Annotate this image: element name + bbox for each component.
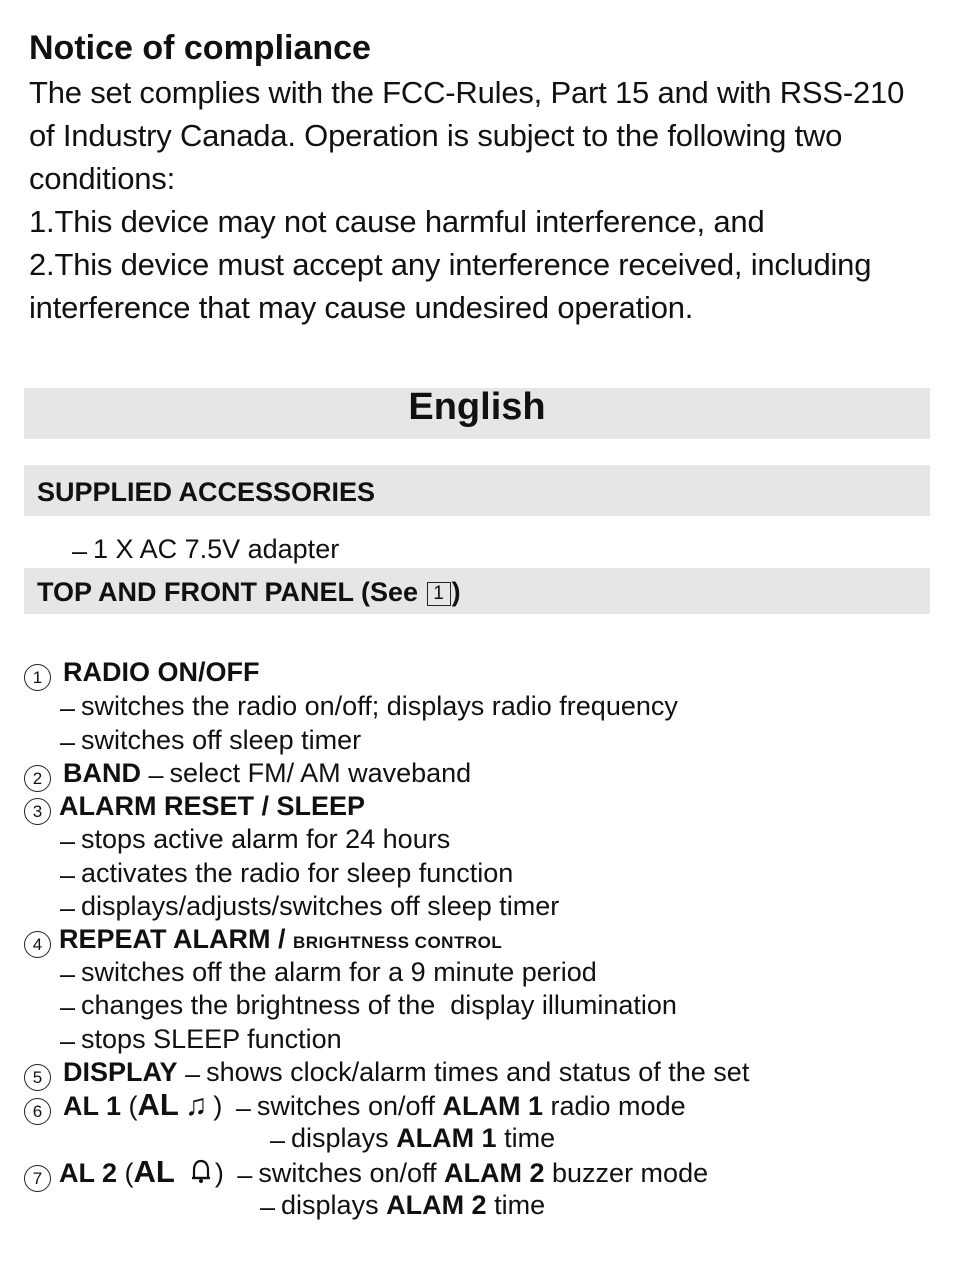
item-4-desc-3 (60, 1022, 342, 1056)
item-desc: switches on/off (258, 1158, 445, 1188)
item-desc: stops SLEEP function (81, 1024, 342, 1054)
item-4-desc-1 (60, 955, 597, 989)
item-2-title (24, 756, 471, 792)
dash: – (60, 727, 76, 757)
item-3-title (24, 789, 365, 825)
item-6-desc-2 (270, 1121, 555, 1155)
item-name: RADIO ON/OFF (63, 657, 260, 687)
notice-line: of Industry Canada. Operation is subject to the following two (29, 118, 843, 153)
item-desc-bold: ALAM 1 (442, 1091, 544, 1121)
dash: – (60, 826, 76, 856)
accessory-item (72, 532, 339, 566)
item-5-title (24, 1055, 749, 1091)
dash: – (60, 959, 76, 989)
item-name-small: BRIGHTNESS CONTROL (293, 933, 503, 952)
accessories-heading-band (24, 465, 930, 516)
item-6-title (24, 1088, 686, 1125)
item-1-desc-2 (60, 723, 361, 757)
paren-open: ( (121, 1091, 138, 1121)
language-title: English (408, 386, 546, 428)
dash: – (237, 1160, 253, 1190)
item-3-desc-1 (60, 822, 450, 856)
item-name: ALARM RESET / SLEEP (59, 791, 366, 821)
bell-icon (189, 1156, 213, 1190)
al-label: AL (137, 1087, 179, 1122)
item-desc: displays/adjusts/switches off sleep timer (81, 891, 560, 921)
music-note-icon: ♫ (184, 1089, 208, 1122)
accessories-heading: SUPPLIED ACCESSORIES (37, 477, 376, 507)
item-1-desc-1 (60, 689, 678, 723)
dash: – (60, 860, 76, 890)
item-desc: time (486, 1190, 546, 1220)
panel-heading-suffix: ) (451, 577, 461, 607)
item-number: 3 (24, 798, 51, 825)
notice-line: The set complies with the FCC-Rules, Part 15 and with RSS-210 (29, 75, 905, 110)
notice-line: conditions: (29, 161, 176, 196)
item-number: 5 (24, 1064, 51, 1091)
item-desc-bold: ALAM 1 (396, 1123, 497, 1153)
item-number: 7 (24, 1165, 51, 1192)
dash: – (260, 1192, 276, 1222)
item-1-title (24, 655, 260, 691)
item-number: 6 (24, 1098, 51, 1125)
item-desc-bold: ALAM 2 (386, 1190, 487, 1220)
dash: – (60, 893, 76, 923)
dash: – (270, 1125, 286, 1155)
item-desc: select FM/ AM waveband (169, 758, 472, 788)
paren-close: ) (214, 1158, 224, 1188)
item-desc: time (496, 1123, 556, 1153)
notice-title: Notice of compliance (29, 29, 371, 67)
item-desc: buzzer mode (544, 1158, 709, 1188)
item-desc: switches the radio on/off; displays radio frequency (81, 691, 678, 721)
panel-heading (37, 577, 461, 608)
item-desc: radio mode (543, 1091, 686, 1121)
accessory-item-text: 1 X AC 7.5V adapter (93, 534, 340, 564)
panel-heading-band (24, 568, 930, 614)
dash: – (185, 1059, 201, 1089)
item-desc: switches off sleep timer (81, 725, 362, 755)
dash: – (148, 760, 164, 790)
dash: – (235, 1093, 251, 1123)
item-name: DISPLAY (63, 1057, 178, 1087)
item-name: AL 1 (63, 1091, 122, 1121)
item-name: REPEAT ALARM / (59, 924, 293, 954)
notice-line: 1.This device may not cause harmful interference, and (29, 204, 765, 239)
item-desc: changes the brightness of the display illumination (81, 990, 677, 1020)
dash: – (60, 1026, 76, 1056)
item-3-desc-2 (60, 856, 513, 890)
dash: – (60, 693, 76, 723)
item-number: 2 (24, 765, 51, 792)
item-3-desc-3 (60, 889, 559, 923)
item-number: 1 (24, 664, 51, 691)
item-4-desc-2 (60, 988, 677, 1022)
dash: – (72, 536, 88, 566)
language-banner (24, 388, 930, 439)
item-desc: switches on/off (256, 1091, 443, 1121)
paren-open: ( (117, 1158, 134, 1188)
item-desc: displays (291, 1123, 397, 1153)
item-desc: shows clock/alarm times and status of the set (206, 1057, 750, 1087)
item-desc-bold: ALAM 2 (444, 1158, 545, 1188)
item-number: 4 (24, 931, 51, 958)
figure-ref-box: 1 (427, 582, 451, 606)
item-7-title (24, 1155, 708, 1192)
item-name: AL 2 (59, 1158, 118, 1188)
item-name: BAND (63, 758, 141, 788)
dash: – (60, 992, 76, 1022)
item-7-desc-2 (260, 1188, 545, 1222)
panel-heading-prefix: TOP AND FRONT PANEL (See (37, 577, 426, 607)
item-desc: switches off the alarm for a 9 minute period (81, 957, 597, 987)
notice-body (29, 71, 939, 329)
notice-line: interference that may cause undesired operation. (29, 290, 694, 325)
paren-close: ) (213, 1091, 223, 1121)
item-desc: displays (281, 1190, 387, 1220)
item-desc: activates the radio for sleep function (81, 858, 514, 888)
al-label: AL (133, 1154, 175, 1189)
notice-line: 2.This device must accept any interference received, including (29, 247, 872, 282)
item-desc: stops active alarm for 24 hours (81, 824, 451, 854)
